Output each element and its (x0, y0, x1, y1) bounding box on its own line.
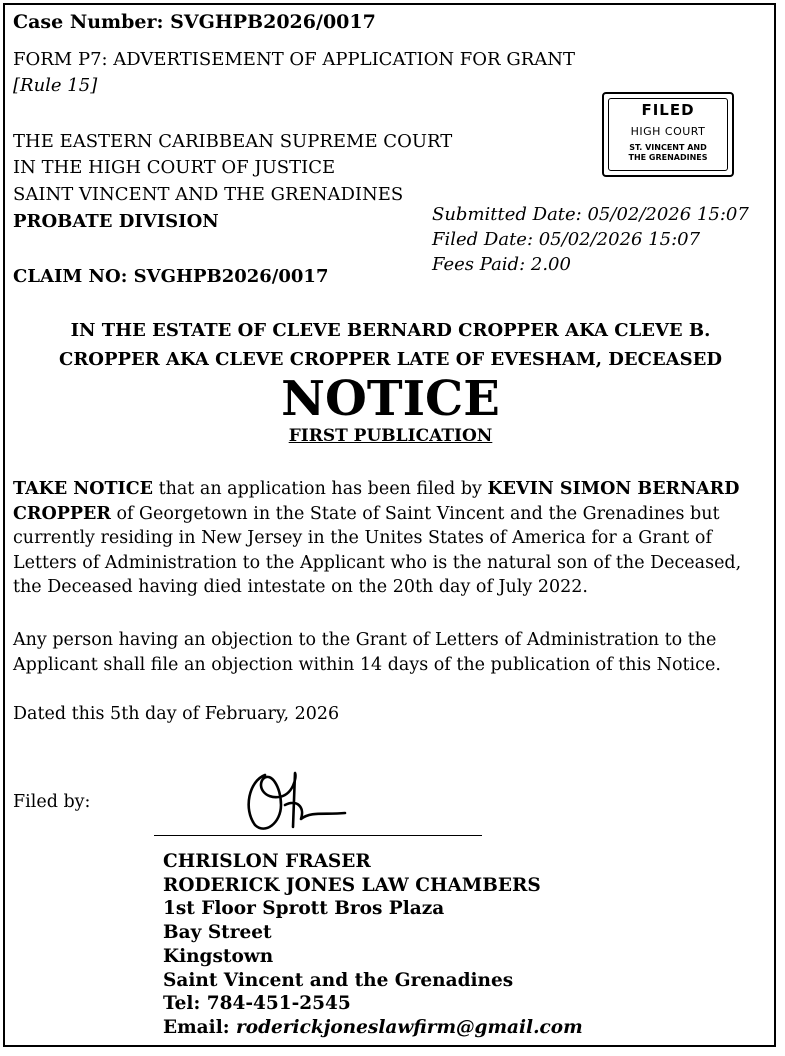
estate-line2: CROPPER AKA CLEVE CROPPER LATE OF EVESHAM, DECEASED (59, 349, 722, 370)
objection-paragraph: Any person having an objection to the Grant of Letters of Administration to the Applicant shall file an objection within 14 days of the publication of this Notice. (13, 630, 721, 675)
applicant-name: KEVIN SIMON BERNARD CROPPER (13, 479, 740, 524)
stamp-place (604, 143, 732, 163)
filer-address-block (163, 850, 583, 1040)
rule-reference: [Rule 15] (13, 75, 98, 96)
estate-line1: IN THE ESTATE OF CLEVE BERNARD CROPPER AKA CLEVE B. (70, 320, 711, 341)
dated-line: Dated this 5th day of February, 2026 (13, 704, 340, 724)
signature-line (154, 835, 482, 836)
address-line2: Bay Street (163, 922, 272, 944)
submitted-date: Submitted Date: 05/02/2026 15:07 (432, 204, 749, 225)
notice-text-b: of Georgetown in the State of Saint Vincent and the Grenadines but currently residing in New Jersey in the Unites States of America for a Grant of Letters of Administration to the Applicant who is the natural son of the Deceased, the Deceased having died intestate on the 20th day of July 2022. (13, 503, 742, 597)
law-firm: RODERICK JONES LAW CHAMBERS (163, 874, 541, 896)
notice-title: NOTICE (281, 371, 500, 427)
court-name: THE EASTERN CARIBBEAN SUPREME COURT (13, 131, 453, 152)
address-line3: Kingstown (163, 945, 274, 967)
notice-document (3, 3, 776, 1047)
email-label: Email: (163, 1016, 236, 1038)
take-notice-lead: TAKE NOTICE (13, 479, 153, 499)
filed-stamp (602, 92, 734, 177)
estate-heading (13, 316, 768, 374)
email-address: roderickjoneslawfirm@gmail.com (236, 1016, 583, 1038)
stamp-court: HIGH COURT (630, 125, 706, 138)
form-title: FORM P7: ADVERTISEMENT OF APPLICATION FOR GRANT (13, 49, 576, 70)
stamp-title: FILED (641, 101, 695, 119)
fees-paid: Fees Paid: 2.00 (432, 254, 571, 275)
filed-by-label: Filed by: (13, 792, 91, 812)
filer-name: CHRISLON FRASER (163, 851, 371, 872)
stamp-place-line1: ST. VINCENT AND (629, 143, 707, 152)
court-jurisdiction: SAINT VINCENT AND THE GRENADINES (13, 184, 404, 205)
publication-label: FIRST PUBLICATION (288, 426, 493, 446)
filed-date: Filed Date: 05/02/2026 15:07 (432, 229, 701, 250)
court-division: IN THE HIGH COURT OF JUSTICE (13, 157, 336, 178)
probate-division: PROBATE DIVISION (13, 211, 219, 232)
telephone: Tel: 784-451-2545 (163, 993, 351, 1015)
case-number: Case Number: SVGHPB2026/0017 (13, 11, 376, 33)
stamp-place-line2: THE GRENADINES (628, 153, 708, 162)
email-line (163, 1016, 583, 1040)
claim-number: CLAIM NO: SVGHPB2026/0017 (13, 266, 329, 287)
notice-paragraph (13, 477, 773, 600)
signature-image (235, 765, 355, 837)
notice-text-a: that an application has been filed by (153, 479, 488, 499)
address-line1: 1st Floor Sprott Bros Plaza (163, 898, 445, 920)
address-line4: Saint Vincent and the Grenadines (163, 969, 514, 991)
